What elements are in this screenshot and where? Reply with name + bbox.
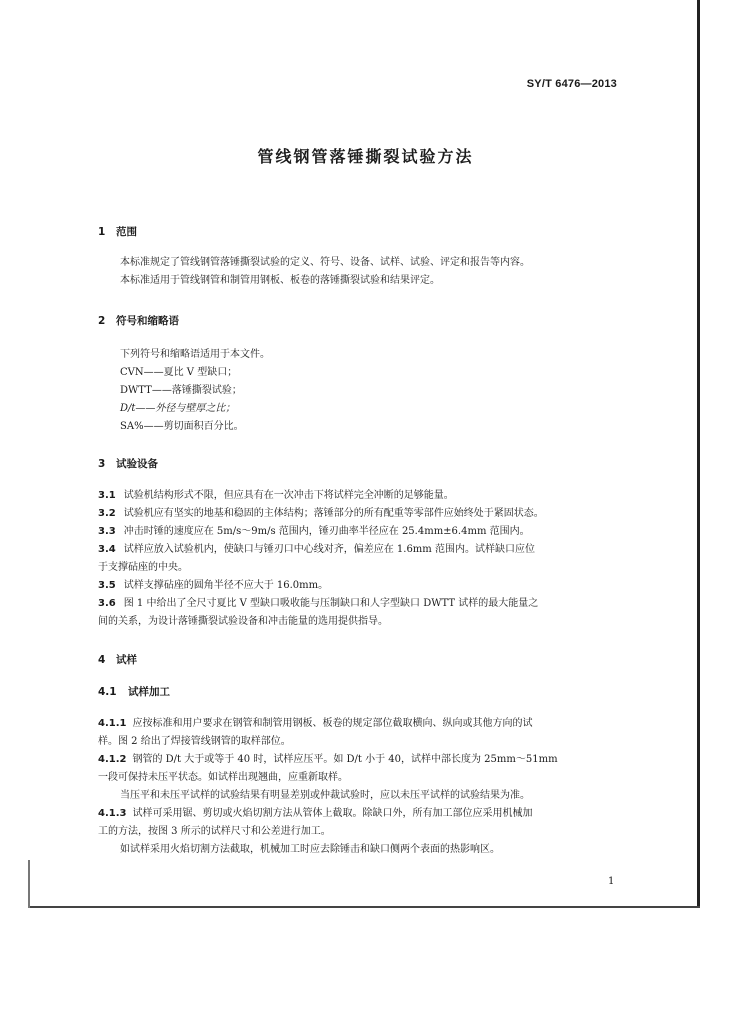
clause-4-1-2-continued: 一段可保持未压平状态。如试样出现翘曲，应重新取样。	[98, 772, 348, 783]
section-title: 试验设备	[116, 458, 158, 470]
clause-text: 应按标准和用户要求在钢管和制管用钢板、板卷的规定部位截取横向、纵向或其他方向的试	[132, 718, 533, 729]
clause-3-5	[98, 577, 626, 594]
page-number: 1	[608, 876, 615, 887]
section-number: 1	[98, 226, 106, 238]
paragraph: 本标准规定了管线钢管落锤撕裂试验的定义、符号、设备、试样、试验、评定和报告等内容。	[120, 257, 530, 268]
paragraph: 本标准适用于管线钢管和制管用钢板、板卷的落锤撕裂试验和结果评定。	[120, 275, 440, 286]
paragraph: 下列符号和缩略语适用于本文件。	[120, 349, 270, 360]
standard-code: SY/T 6476—2013	[526, 78, 617, 90]
clause-4-1-3-paragraph: 如试样采用火焰切割方法截取，机械加工时应去除锤击和缺口侧两个表面的热影响区。	[120, 844, 500, 855]
clause-text: 试样可采用锯、剪切或火焰切割方法从管体上截取。除缺口外，所有加工部位应采用机械加	[132, 808, 533, 819]
clause-3-3	[98, 523, 626, 540]
clause-text: 试样应放入试验机内，使缺口与锤刃口中心线对齐，偏差应在 1.6mm 范围内。试样缺口应位	[123, 544, 535, 555]
clause-3-6-continued: 间的关系，为设计落锤撕裂试验设备和冲击能量的选用提供指导。	[98, 616, 388, 627]
clause-text: 试验机结构形式不限，但应具有在一次冲击下将试样完全冲断的足够能量。	[123, 490, 454, 501]
clause-4-1-1	[98, 715, 626, 732]
symbol-item: D/t——外径与壁厚之比；	[120, 403, 236, 414]
section-1-heading	[98, 224, 137, 239]
section-number: 4.1	[98, 686, 117, 698]
page-left-edge	[28, 860, 30, 908]
clause-4-1-3	[98, 805, 626, 822]
clause-number: 4.1.2	[98, 754, 127, 765]
clause-3-6	[98, 595, 626, 612]
section-4-heading	[98, 652, 137, 667]
section-number: 4	[98, 654, 106, 666]
clause-text: 试验机应有坚实的地基和稳固的主体结构；落锤部分的所有配重等零部件应始终处于紧固状态。	[123, 508, 544, 519]
clause-4-1-2	[98, 751, 626, 768]
clause-3-4-continued: 于支撑砧座的中央。	[98, 562, 188, 573]
clause-text: 钢管的 D/t 大于或等于 40 时，试样应压平。如 D/t 小于 40，试样中部长度为 25mm～51mm	[132, 754, 558, 765]
page-right-edge	[697, 0, 700, 908]
clause-4-1-3-continued: 工的方法，按图 3 所示的试样尺寸和公差进行加工。	[98, 826, 331, 837]
symbol-item: DWTT——落锤撕裂试验；	[120, 385, 242, 396]
symbol-item: SA%——剪切面积百分比。	[120, 421, 244, 432]
clause-text: 试样支撑砧座的圆角半径不应大于 16.0mm。	[123, 580, 329, 591]
clause-3-2	[98, 505, 626, 522]
clause-3-4	[98, 541, 626, 558]
section-title: 试样加工	[128, 686, 170, 698]
symbol-item: CVN——夏比 V 型缺口；	[120, 367, 238, 378]
clause-number: 3.5	[98, 580, 116, 591]
page-bottom-edge	[28, 906, 700, 908]
subsection-4-1-heading	[98, 684, 170, 699]
section-number: 3	[98, 458, 106, 470]
clause-4-1-1-continued: 样。图 2 给出了焊接管线钢管的取样部位。	[98, 736, 291, 747]
document-title: 管线钢管落锤撕裂试验方法	[257, 147, 474, 166]
clause-number: 3.6	[98, 598, 116, 609]
clause-number: 4.1.1	[98, 718, 127, 729]
section-number: 2	[98, 315, 106, 327]
clause-number: 3.3	[98, 526, 116, 537]
clause-text: 图 1 中给出了全尺寸夏比 V 型缺口吸收能与压制缺口和人字型缺口 DWTT 试样的最大能量之	[123, 598, 539, 609]
clause-number: 4.1.3	[98, 808, 127, 819]
clause-number: 3.1	[98, 490, 116, 501]
section-3-heading	[98, 456, 158, 471]
section-title: 范围	[116, 226, 137, 238]
clause-4-1-2-paragraph: 当压平和未压平试样的试验结果有明显差别或仲裁试验时，应以未压平试样的试验结果为准。	[120, 790, 530, 801]
section-2-heading	[98, 313, 179, 328]
clause-number: 3.4	[98, 544, 116, 555]
section-title: 符号和缩略语	[116, 315, 179, 327]
clause-number: 3.2	[98, 508, 116, 519]
clause-text: 冲击时锤的速度应在 5m/s～9m/s 范围内，锤刃曲率半径应在 25.4mm±6.4mm 范围内。	[123, 526, 530, 537]
section-title: 试样	[116, 654, 137, 666]
clause-3-1	[98, 487, 626, 504]
